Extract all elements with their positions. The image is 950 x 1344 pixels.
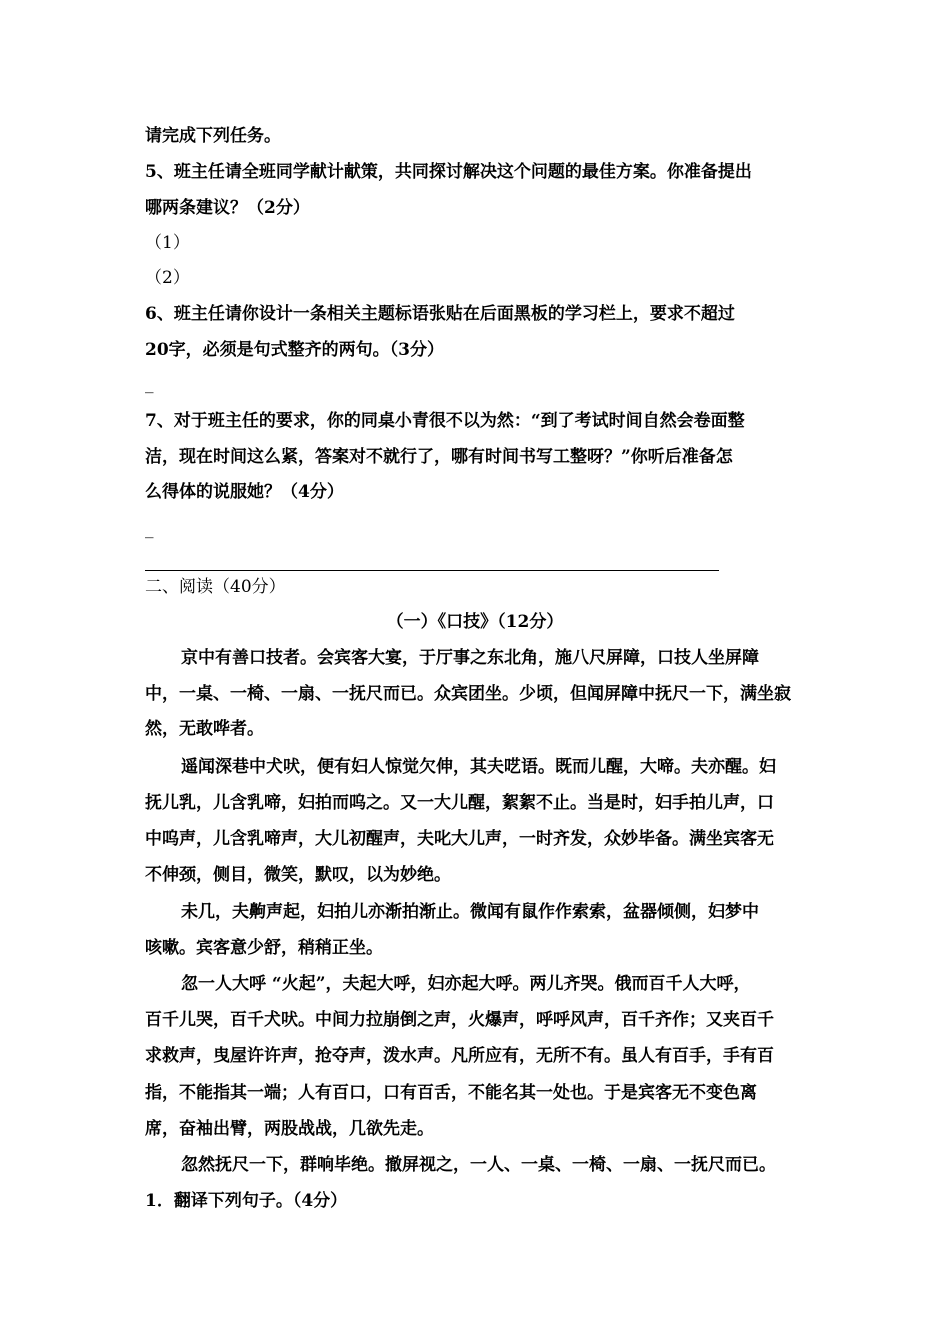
answer-blank: _: [145, 374, 154, 394]
answer-label-1: （1）: [145, 233, 190, 253]
passage-line: 忽一人大呼 “火起”，夫起大呼，妇亦起大呼。两儿齐哭。俄而百千人大呼，: [181, 974, 751, 994]
passage-line: 忽然抚尺一下，群响毕绝。撤屏视之，一人、一桌、一椅、一扇、一抚尺而已。: [181, 1155, 776, 1175]
question-7: 7、对于班主任的要求，你的同桌小青很不以为然：“到了考试时间自然会卷面整: [145, 411, 745, 431]
passage-line: 百千儿哭，百千犬吠。中间力拉崩倒之声，火爆声，呼呼风声，百千齐作；又夹百千: [145, 1010, 774, 1030]
question-6: 6、班主任请你设计一条相关主题标语张贴在后面黑板的学习栏上，要求不超过: [145, 304, 735, 324]
question-1: 1．翻译下列句子。（4分）: [145, 1191, 348, 1211]
answer-label-2: （2）: [145, 268, 190, 288]
passage-line: 席，奋袖出臂，两股战战，几欲先走。: [145, 1119, 434, 1139]
question-5: 5、班主任请全班同学献计献策，共同探讨解决这个问题的最佳方案。你准备提出: [145, 162, 752, 182]
text-line: 请完成下列任务。: [145, 126, 281, 146]
passage-line: 京中有善口技者。会宾客大宴，于厅事之东北角，施八尺屏障，口技人坐屏障: [181, 648, 759, 668]
text-line: 么得体的说服她？（4分）: [145, 482, 344, 502]
text-line: 哪两条建议？（2分）: [145, 198, 310, 218]
text-line: 20字，必须是句式整齐的两句。（3分）: [145, 340, 444, 360]
passage-line: 中呜声，儿含乳啼声，大儿初醒声，夫叱大儿声，一时齐发，众妙毕备。满坐宾客无: [145, 829, 774, 849]
passage-line: 中，一桌、一椅、一扇、一抚尺而已。众宾团坐。少顷，但闻屏障中抚尺一下，满坐寂: [145, 684, 791, 704]
passage-line: 求救声，曳屋许许声，抢夺声，泼水声。凡所应有，无所不有。虽人有百手，手有百: [145, 1046, 774, 1066]
passage-line: 遥闻深巷中犬吠，便有妇人惊觉欠伸，其夫呓语。既而儿醒，大啼。夫亦醒。妇: [181, 757, 776, 777]
passage-line: 然，无敢哗者。: [145, 719, 264, 739]
passage-line: 指，不能指其一端；人有百口，口有百舌，不能名其一处也。于是宾客无不变色离: [145, 1083, 757, 1103]
section-heading: 二、阅读（40分）: [145, 577, 286, 597]
answer-blank: _: [145, 519, 154, 539]
passage-line: 未几，夫齁声起，妇拍儿亦渐拍渐止。微闻有鼠作作索索，盆器倾侧，妇梦中: [181, 902, 759, 922]
passage-title: （一）《口技》（12分）: [386, 612, 564, 632]
passage-line: 不伸颈，侧目，微笑，默叹，以为妙绝。: [145, 865, 451, 885]
passage-line: 咳嗽。宾客意少舒，稍稍正坐。: [145, 938, 383, 958]
passage-line: 抚儿乳，儿含乳啼，妇拍而呜之。又一大儿醒，絮絮不止。当是时，妇手拍儿声，口: [145, 793, 774, 813]
answer-rule: [145, 570, 719, 571]
text-line: 洁，现在时间这么紧，答案对不就行了，哪有时间书写工整呀？”你听后准备怎: [145, 447, 733, 467]
